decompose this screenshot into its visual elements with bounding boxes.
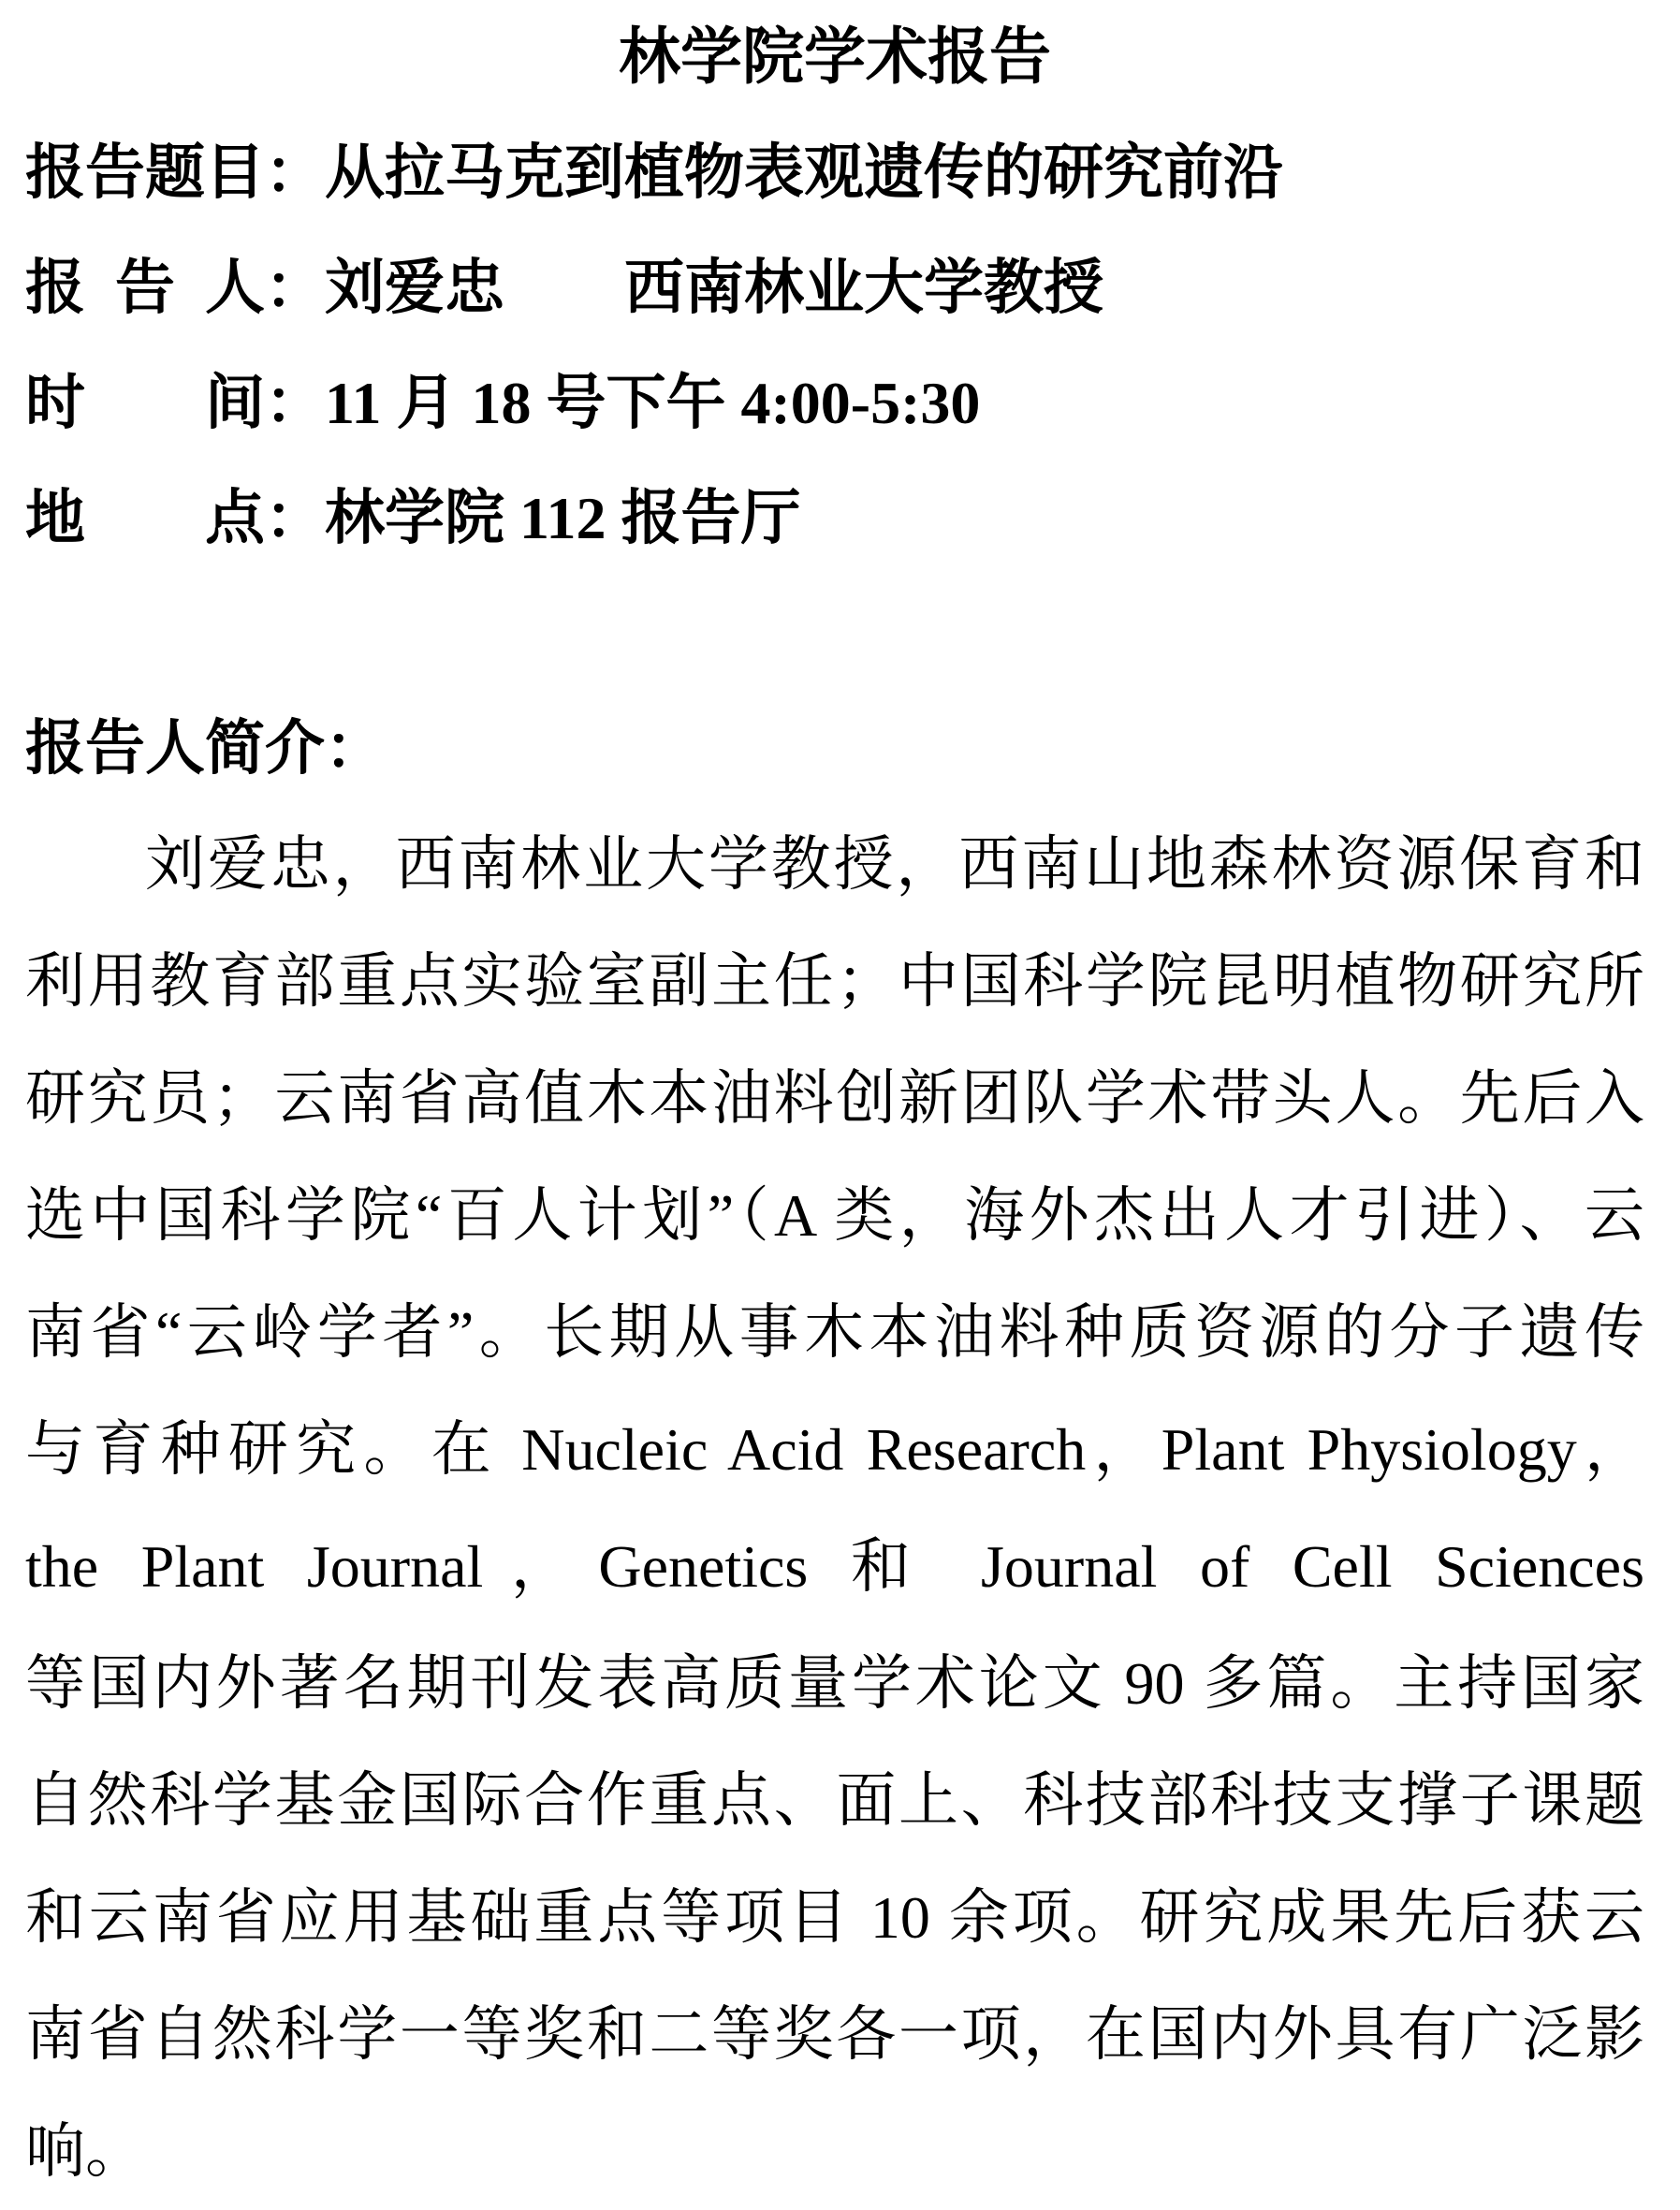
bio-line: 刘爱忠，西南林业大学教授，西南山地森林资源保育和 (145, 831, 1644, 898)
bio-line: 自然科学基金国际合作重点、面上、科技部科技支撑子课题 (25, 1767, 1644, 1834)
bio-line: the Plant Journal，Genetics 和 Journal of Cell Sciences (25, 1533, 1644, 1600)
bio-line: 和云南省应用基础重点等项目 10 余项。研究成果先后获云 (25, 1884, 1644, 1951)
detail-label-topic: 报告题目 (25, 139, 265, 206)
bio-line: 响。 (25, 2118, 145, 2185)
blank-line (25, 576, 1644, 691)
detail-value-location: ：林学院 112 报告厅 (265, 485, 801, 551)
bio-line: 利用教育部重点实验室副主任；中国科学院昆明植物研究所 (25, 948, 1644, 1015)
bio-line: 等国内外著名期刊发表高质量学术论文 90 多篇。主持国家 (25, 1650, 1644, 1717)
detail-row-speaker (25, 230, 1644, 345)
detail-value-time: ：11 月 18 号下午 4:00-5:30 (265, 370, 981, 436)
detail-value-speaker: ：刘爱忠 西南林业大学教授 (265, 255, 1103, 321)
detail-label-time: 时间 (25, 370, 265, 436)
detail-label-speaker: 报告人 (25, 255, 265, 321)
detail-row-time (25, 345, 1644, 461)
bio-line: 与育种研究。在 Nucleic Acid Research，Plant Physiology， (25, 1416, 1644, 1483)
page-title: 林学院学术报告 (619, 23, 1051, 92)
bio-line: 选中国科学院“百人计划”（A 类，海外杰出人才引进）、云 (25, 1182, 1644, 1249)
detail-value-topic: ：从拉马克到植物表观遗传的研究前沿 (265, 139, 1283, 206)
detail-row-topic (25, 115, 1644, 230)
detail-label-location: 地点 (25, 485, 265, 551)
bio-line: 研究员；云南省高值木本油料创新团队学术带头人。先后入 (25, 1065, 1644, 1132)
bio-heading: 报告人简介： (25, 715, 385, 782)
bio-line: 南省自然科学一等奖和二等奖各一项，在国内外具有广泛影 (25, 2001, 1644, 2068)
detail-row-location (25, 461, 1644, 576)
bio-line: 南省“云岭学者”。长期从事木本油料种质资源的分子遗传 (25, 1299, 1644, 1366)
